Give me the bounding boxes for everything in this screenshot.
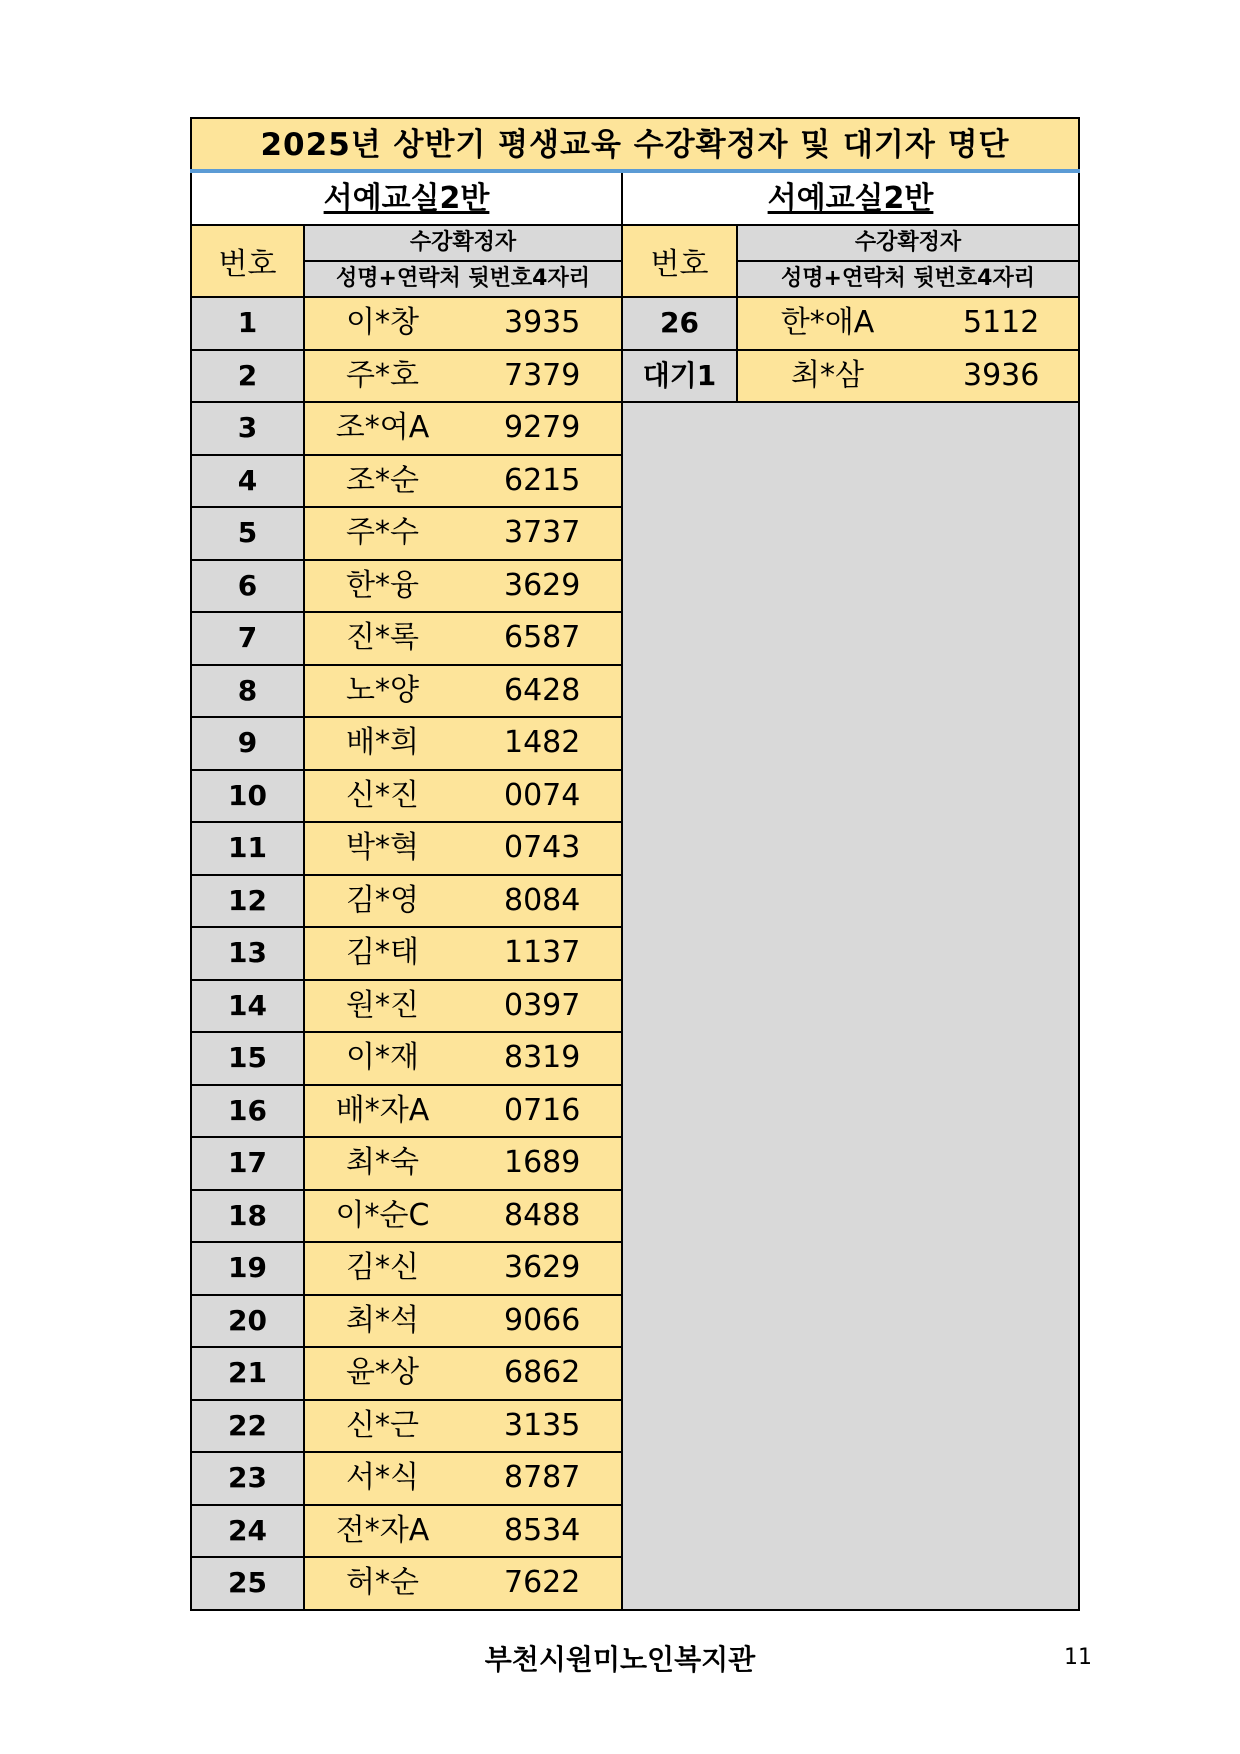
phone-last-digits: 3629 <box>504 1250 581 1285</box>
roster-sheet <box>190 117 1080 1611</box>
class-name-heading: 서예교실2반 <box>190 173 623 226</box>
table-row <box>190 771 623 824</box>
row-entry <box>305 823 623 876</box>
row-entry <box>305 981 623 1034</box>
table-row <box>190 1086 623 1139</box>
phone-last-digits: 3935 <box>504 305 581 340</box>
row-number: 18 <box>190 1191 305 1244</box>
row-number: 24 <box>190 1506 305 1559</box>
participant-name: 이*창 <box>346 305 419 340</box>
row-entry <box>305 351 623 404</box>
participant-name: 최*숙 <box>346 1145 419 1180</box>
table-row <box>190 928 623 981</box>
participant-name: 배*희 <box>346 725 419 760</box>
phone-last-digits: 8488 <box>504 1197 581 1233</box>
table-row <box>623 298 1080 351</box>
phone-last-digits: 1137 <box>504 935 581 970</box>
participant-name: 김*영 <box>346 882 419 918</box>
row-number: 11 <box>190 823 305 876</box>
phone-last-digits: 6215 <box>504 462 581 498</box>
table-row <box>190 1033 623 1086</box>
table-row <box>190 666 623 719</box>
phone-last-digits: 8084 <box>504 882 581 918</box>
participant-name: 김*신 <box>346 1250 419 1285</box>
participant-name: 이*재 <box>346 1040 419 1075</box>
row-number: 5 <box>190 508 305 561</box>
phone-last-digits: 0074 <box>504 777 581 813</box>
phone-last-digits: 1689 <box>504 1145 581 1180</box>
header-number: 번호 <box>190 226 305 298</box>
phone-last-digits: 3936 <box>963 357 1040 393</box>
row-number: 20 <box>190 1296 305 1349</box>
participant-name: 한*융 <box>346 567 419 603</box>
phone-last-digits: 3629 <box>504 567 581 603</box>
header-name-phone: 성명+연락처 뒷번호4자리 <box>305 262 623 298</box>
participant-name: 진*록 <box>346 620 419 655</box>
phone-last-digits: 7379 <box>504 357 581 393</box>
row-number: 7 <box>190 613 305 666</box>
row-entry <box>305 1033 623 1086</box>
row-entry <box>305 1506 623 1559</box>
participant-name: 한*애A <box>780 305 875 340</box>
participant-name: 이*순C <box>335 1197 430 1233</box>
table-row <box>190 561 623 614</box>
row-number: 9 <box>190 718 305 771</box>
row-entry <box>305 1453 623 1506</box>
empty-area <box>623 403 1080 1611</box>
participant-name: 원*진 <box>346 987 419 1023</box>
table-header <box>623 226 1080 298</box>
row-number: 14 <box>190 981 305 1034</box>
phone-last-digits: 8787 <box>504 1460 581 1495</box>
row-number: 22 <box>190 1401 305 1454</box>
table-row <box>190 1138 623 1191</box>
table-row <box>190 1296 623 1349</box>
phone-last-digits: 8534 <box>504 1512 581 1548</box>
row-entry <box>305 456 623 509</box>
table-header <box>190 226 623 298</box>
row-entry <box>305 1558 623 1611</box>
header-number: 번호 <box>623 226 738 298</box>
page-number: 11 <box>1064 1645 1092 1670</box>
row-number: 8 <box>190 666 305 719</box>
row-entry <box>305 508 623 561</box>
row-entry <box>305 666 623 719</box>
phone-last-digits: 1482 <box>504 725 581 760</box>
participant-name: 노*양 <box>346 672 419 708</box>
participant-name: 배*자A <box>335 1092 430 1128</box>
row-entry <box>305 876 623 929</box>
row-number: 17 <box>190 1138 305 1191</box>
row-entry <box>305 1086 623 1139</box>
participant-name: 윤*상 <box>346 1355 419 1390</box>
table-row <box>190 1506 623 1559</box>
header-confirmed: 수강확정자 <box>738 226 1080 262</box>
class-name-heading: 서예교실2반 <box>623 173 1080 226</box>
row-entry <box>305 561 623 614</box>
table-row <box>190 298 623 351</box>
table-row <box>190 1191 623 1244</box>
row-entry <box>305 928 623 981</box>
row-entry <box>305 403 623 456</box>
left-roster-table <box>190 173 623 1611</box>
phone-last-digits: 8319 <box>504 1040 581 1075</box>
row-number: 25 <box>190 1558 305 1611</box>
table-row <box>623 351 1080 404</box>
phone-last-digits: 6862 <box>504 1355 581 1390</box>
row-entry <box>305 1191 623 1244</box>
row-number: 19 <box>190 1243 305 1296</box>
participant-name: 주*호 <box>346 357 419 393</box>
header-name-phone: 성명+연락처 뒷번호4자리 <box>738 262 1080 298</box>
right-roster-table <box>623 173 1080 1611</box>
row-number: 21 <box>190 1348 305 1401</box>
row-number: 4 <box>190 456 305 509</box>
table-row <box>190 1558 623 1611</box>
phone-last-digits: 0716 <box>504 1092 581 1128</box>
table-row <box>190 508 623 561</box>
row-entry <box>738 298 1080 351</box>
row-number: 대기1 <box>623 351 738 404</box>
participant-name: 허*순 <box>346 1565 419 1600</box>
row-entry <box>305 1401 623 1454</box>
participant-name: 주*수 <box>346 515 419 550</box>
row-number: 2 <box>190 351 305 404</box>
table-row <box>190 981 623 1034</box>
row-number: 23 <box>190 1453 305 1506</box>
phone-last-digits: 3135 <box>504 1407 581 1443</box>
row-number: 26 <box>623 298 738 351</box>
phone-last-digits: 3737 <box>504 515 581 550</box>
phone-last-digits: 6587 <box>504 620 581 655</box>
header-confirmed: 수강확정자 <box>305 226 623 262</box>
row-number: 13 <box>190 928 305 981</box>
participant-name: 신*진 <box>346 777 419 813</box>
table-row <box>190 718 623 771</box>
participant-name: 김*태 <box>346 935 419 970</box>
row-entry <box>305 771 623 824</box>
participant-name: 최*석 <box>346 1302 419 1338</box>
phone-last-digits: 0743 <box>504 830 581 865</box>
row-number: 1 <box>190 298 305 351</box>
row-entry <box>305 613 623 666</box>
participant-name: 서*식 <box>346 1460 419 1495</box>
table-row <box>190 1243 623 1296</box>
table-row <box>190 1401 623 1454</box>
phone-last-digits: 9066 <box>504 1302 581 1338</box>
table-row <box>190 456 623 509</box>
row-entry <box>305 1138 623 1191</box>
participant-name: 조*여A <box>335 410 430 445</box>
row-number: 3 <box>190 403 305 456</box>
table-row <box>190 1453 623 1506</box>
participant-name: 박*혁 <box>346 830 419 865</box>
row-entry <box>305 1348 623 1401</box>
table-row <box>190 403 623 456</box>
organization-name: 부천시원미노인복지관 <box>484 1643 756 1676</box>
row-entry <box>305 1296 623 1349</box>
row-entry <box>738 351 1080 404</box>
participant-name: 최*삼 <box>791 357 864 393</box>
row-entry <box>305 718 623 771</box>
row-number: 15 <box>190 1033 305 1086</box>
table-row <box>190 613 623 666</box>
phone-last-digits: 9279 <box>504 410 581 445</box>
phone-last-digits: 0397 <box>504 987 581 1023</box>
row-entry <box>305 298 623 351</box>
phone-last-digits: 5112 <box>963 305 1040 340</box>
row-number: 10 <box>190 771 305 824</box>
participant-name: 신*근 <box>346 1407 419 1443</box>
row-number: 16 <box>190 1086 305 1139</box>
row-number: 6 <box>190 561 305 614</box>
table-row <box>190 876 623 929</box>
table-row <box>190 351 623 404</box>
phone-last-digits: 7622 <box>504 1565 581 1600</box>
row-entry <box>305 1243 623 1296</box>
phone-last-digits: 6428 <box>504 672 581 708</box>
participant-name: 전*자A <box>335 1512 430 1548</box>
row-number: 12 <box>190 876 305 929</box>
table-row <box>190 823 623 876</box>
participant-name: 조*순 <box>346 462 419 498</box>
table-row <box>190 1348 623 1401</box>
page-title: 2025년 상반기 평생교육 수강확정자 및 대기자 명단 <box>190 117 1080 169</box>
